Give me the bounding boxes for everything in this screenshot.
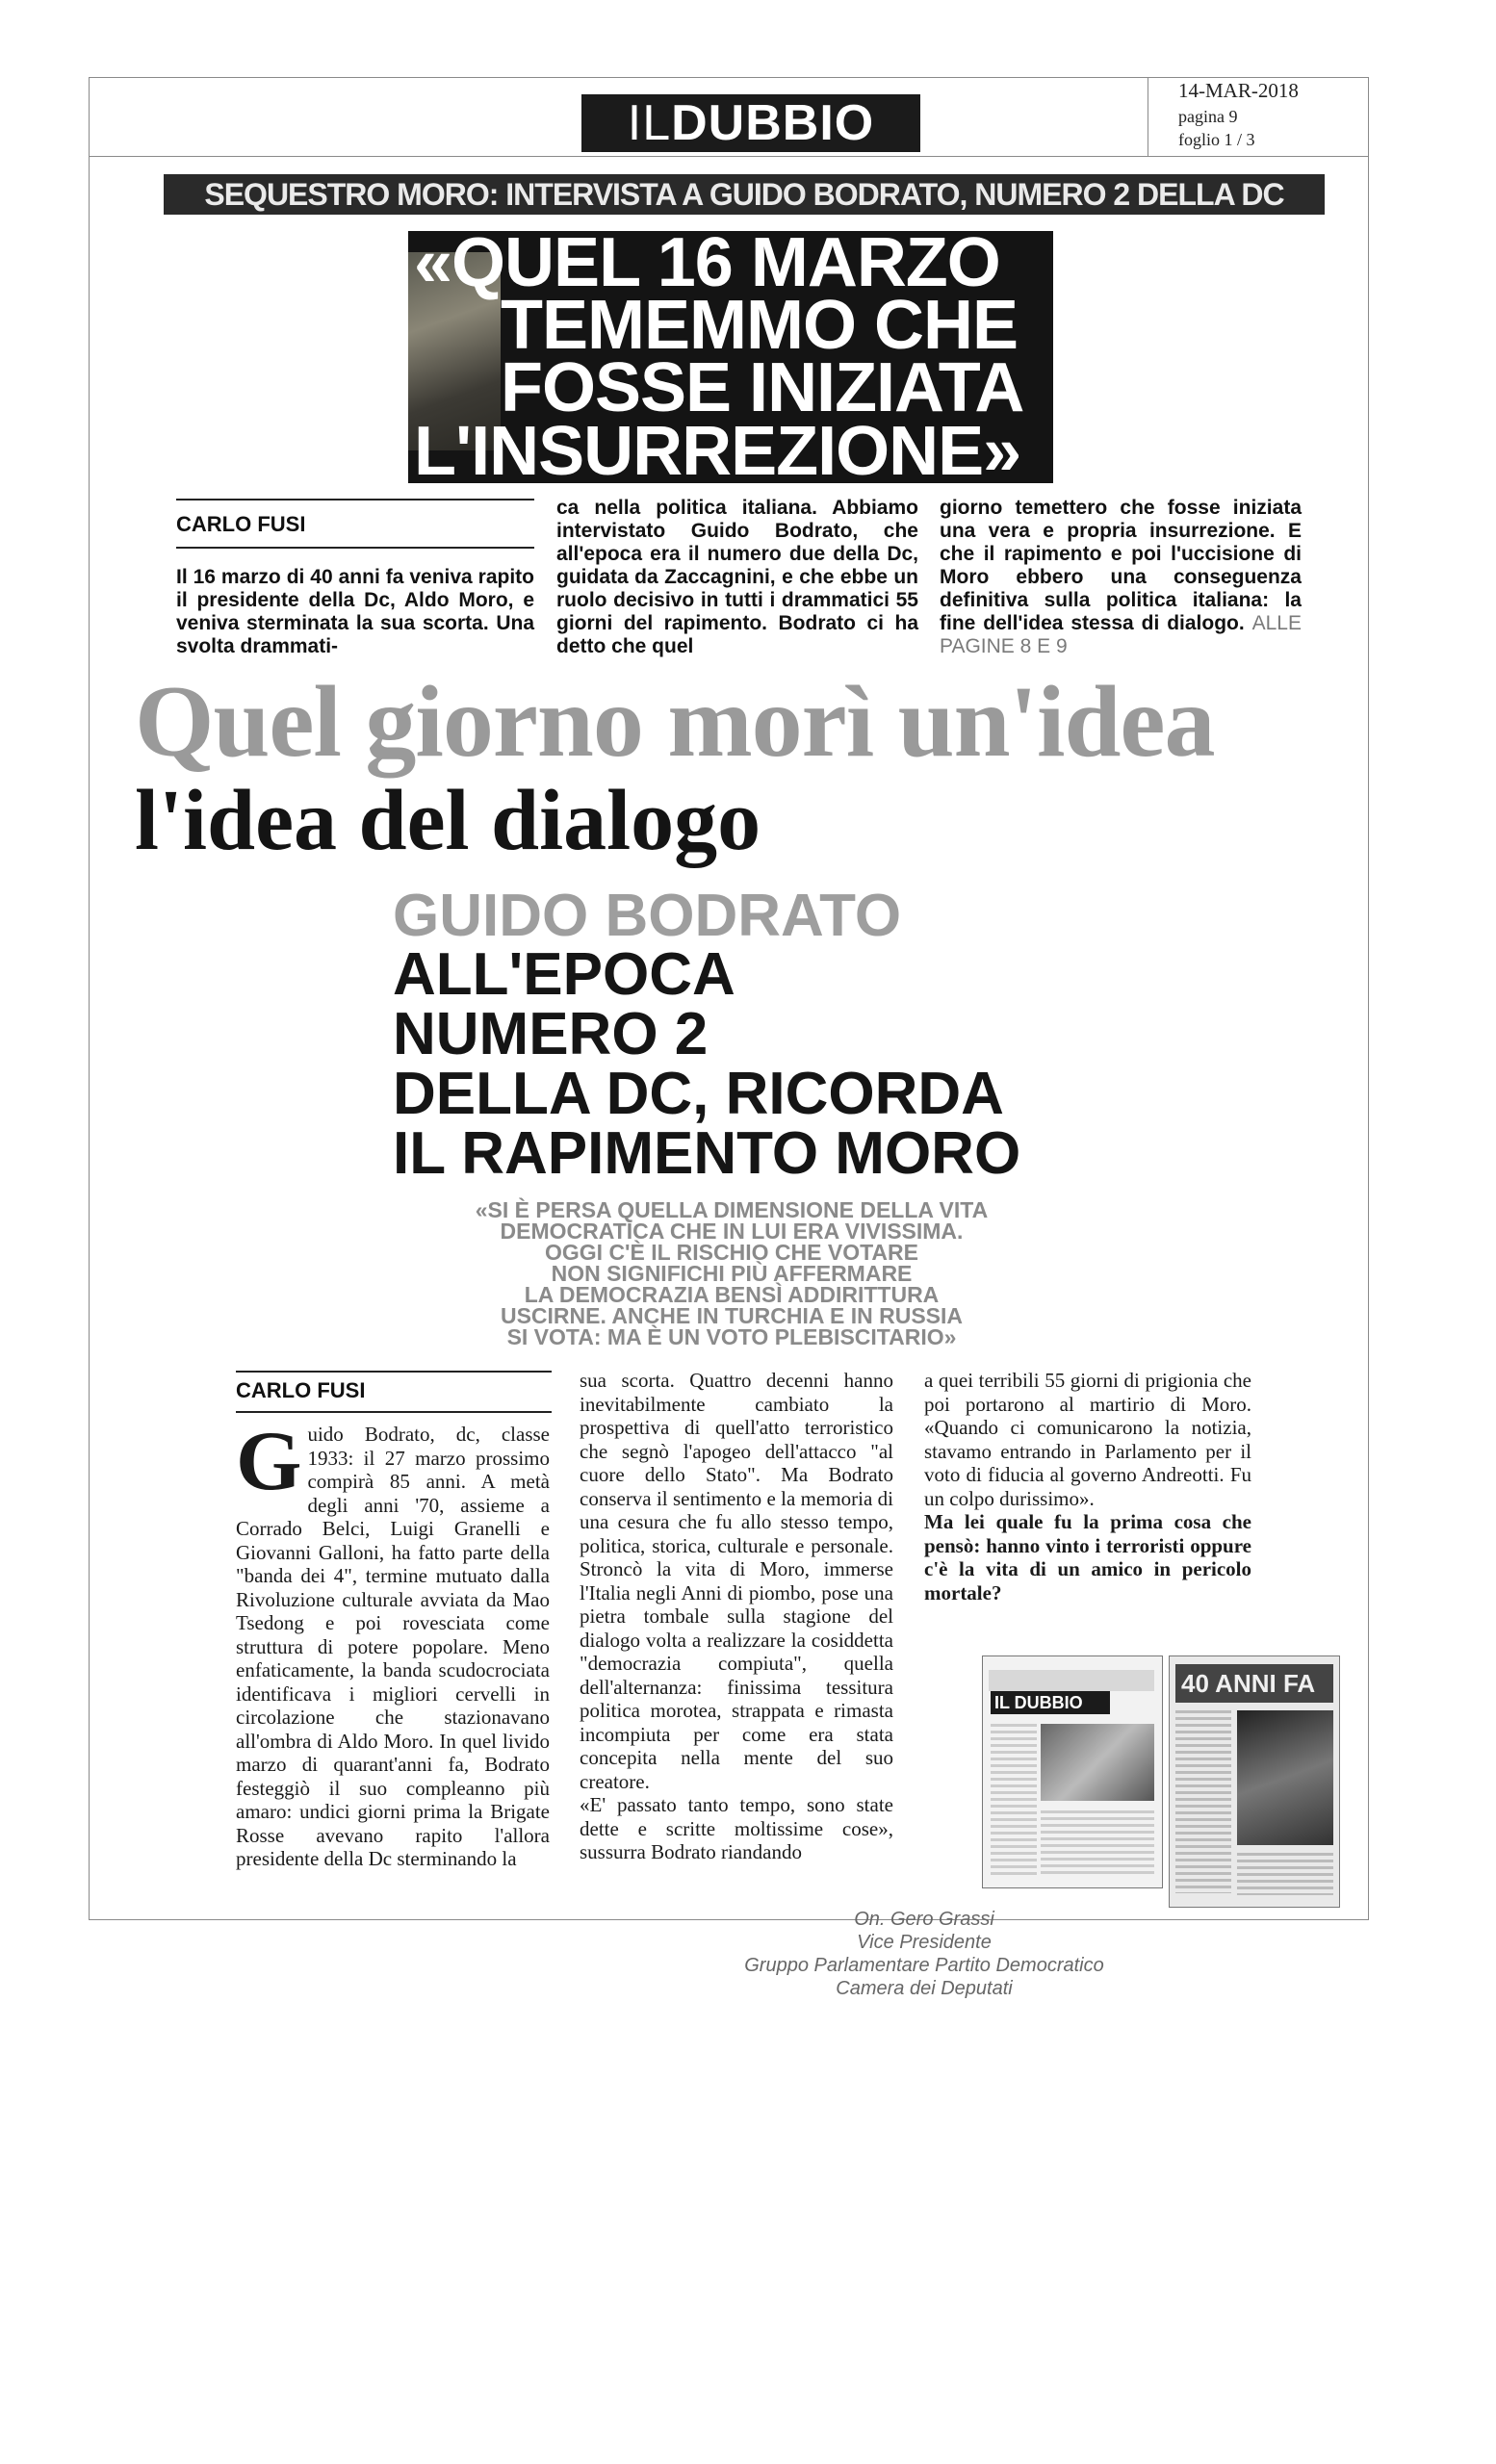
thumbnail-page-8: [982, 1656, 1163, 1888]
kicker: SEQUESTRO MORO: INTERVISTA A GUIDO BODRATO, NUMERO 2 DELLA DC: [164, 174, 1325, 215]
byline-rule: [176, 499, 534, 500]
title-quote: Quel giorno morì un'idea: [135, 665, 1215, 778]
summary-col-1: Il 16 marzo di 40 anni fa veniva rapito il presidente della Dc, Aldo Moro, e veniva sterminata la sua scorta. Una svolta drammati-: [176, 566, 534, 657]
article-col-2: sua scorta. Quattro decenni hanno inevitabilmente cambiato la prospettiva di quell'atto terroristico che segnò l'apogeo dell'attacco "al cuore dello Stato". Ma Bodrato conserva il sentimento e la memoria di una cesura che fu allo stesso tempo, politica, storica, culturale e personale. Stroncò la vita di Moro, immerse l'Italia negli Anni di piombo, pose una pietra tombale sulla stagione del dialogo volta a realizzare la cosiddetta "democrazia compiuta", quella dell'alternanza: finissima tessitura politica morotea, strappata e rimasta incompiuta per come era stata concepita nella mente del suo creatore. «E' passato tanto tempo, sono state dette e scritte moltissime cose», sussurra Bodrato riandando: [580, 1369, 893, 1863]
pull-quote-line: SI VOTA: MA È UN VOTO PLEBISCITARIO»: [506, 1324, 957, 1349]
pull-quote-line: LA DEMOCRAZIA BENSÌ ADDIRITTURA: [524, 1282, 940, 1307]
byline-rule: [176, 547, 534, 549]
header-rule: [89, 156, 1369, 157]
subtitle-line-1: ALL'EPOCA: [393, 941, 735, 1008]
thumbnail-page-9: [1169, 1656, 1340, 1908]
summary-author: CARLO FUSI: [176, 512, 306, 536]
signature-stamp: [732, 1908, 1117, 2000]
byline-rule: [236, 1411, 552, 1413]
thumbnail-logo: IL DUBBIO: [991, 1691, 1110, 1714]
pull-quote: [375, 1199, 1088, 1348]
thumbnail-title: 40 ANNI FA: [1175, 1664, 1333, 1703]
page-reference: ALLE PAGINE 8 E 9: [940, 612, 1302, 657]
headline-line-2: TEMEMMO CHE: [501, 287, 1018, 364]
stamp-line: Vice Presidente: [857, 1932, 992, 1953]
article-col-1: Guido Bodrato, dc, classe 1933: il 27 marzo prossimo compirà 85 anni. A metà degli anni '70, assieme a Corrado Belci, Luigi Granelli e Giovanni Galloni, ha fatto parte della "banda dei 4", termine mutuato dalla Rivoluzione culturale avviata da Mao Tsedong e poi rovesciata come struttura di potere popolare. Meno enfaticamente, la banda scudocrociata identificava i migliori cervelli in circolazione che stazionavano all'ombra di Aldo Moro. In quel livido marzo di quarant'anni fa, Bodrato festeggiò il suo compleanno più amaro: undici giorni prima la Brigate Rosse avevano rapito l'allora presidente della Dc sterminando la: [236, 1415, 550, 1870]
subtitle-line-3: DELLA DC, RICORDA: [393, 1061, 1004, 1127]
subtitle-line-4: IL RAPIMENTO MORO: [393, 1120, 1021, 1187]
title-main: l'idea del dialogo: [135, 773, 761, 868]
page-number: pagina 9: [1178, 107, 1238, 126]
stamp-line: Camera dei Deputati: [836, 1978, 1013, 1999]
article-author: CARLO FUSI: [236, 1378, 366, 1402]
pull-quote-line: NON SIGNIFICHI PIÙ AFFERMARE: [551, 1261, 913, 1286]
clipping-date: 14-MAR-2018: [1178, 79, 1299, 102]
article-col-3: a quei terribili 55 giorni di prigionia che poi portarono al martirio di Moro. «Quando ci comunicarono la notizia, stavamo entrando in Parlamento per il voto di fiducia al governo Andreotti. Fu un colpo durissimo». Ma lei quale fu la prima cosa che pensò: hanno vinto i terroristi oppure c'è la vita di un amico in pericolo mortale?: [924, 1369, 1251, 1604]
newspaper-logo: ILDUBBIO: [581, 94, 920, 152]
pull-quote-line: DEMOCRATICA CHE IN LUI ERA VIVISSIMA.: [500, 1219, 964, 1244]
byline-rule: [236, 1371, 552, 1373]
subtitle-line-2: NUMERO 2: [393, 1001, 709, 1067]
stamp-line: On. Gero Grassi: [854, 1909, 994, 1930]
subtitle-name: GUIDO BODRATO: [393, 883, 902, 949]
interview-question: Ma lei quale fu la prima cosa che pensò: hanno vinto i terroristi oppure c'è la vita di un amico in pericolo mortale?: [924, 1510, 1251, 1604]
stamp-line: Gruppo Parlamentare Partito Democratico: [744, 1955, 1104, 1976]
headline-line-1: «QUEL 16 MARZO: [414, 224, 1000, 301]
sheet-number: foglio 1 / 3: [1178, 130, 1255, 149]
headline-line-3: FOSSE INIZIATA: [501, 349, 1024, 426]
pull-quote-line: USCIRNE. ANCHE IN TURCHIA E IN RUSSIA: [500, 1303, 964, 1328]
pull-quote-line: «SI È PERSA QUELLA DIMENSIONE DELLA VITA: [475, 1197, 989, 1222]
headline-line-4: L'INSURREZIONE»: [414, 413, 1021, 490]
pull-quote-line: OGGI C'È IL RISCHIO CHE VOTARE: [545, 1240, 918, 1265]
summary-col-3: giorno temettero che fosse iniziata una vera e propria insurrezione. E che il rapimento e poi l'uccisione di Moro ebbero una conseguenza definitiva sulla politica italiana: la fine dell'idea stessa di dialogo. ALLE PAGINE 8 E 9: [940, 497, 1302, 657]
drop-cap: G: [236, 1415, 302, 1508]
summary-col-2: ca nella politica italiana. Abbiamo intervistato Guido Bodrato, che all'epoca era il numero due della Dc, guidata da Zaccagnini, e che ebbe un ruolo decisivo in tutti i drammatici 55 giorni del rapimento. Bodrato ci ha detto che quel: [556, 497, 918, 657]
